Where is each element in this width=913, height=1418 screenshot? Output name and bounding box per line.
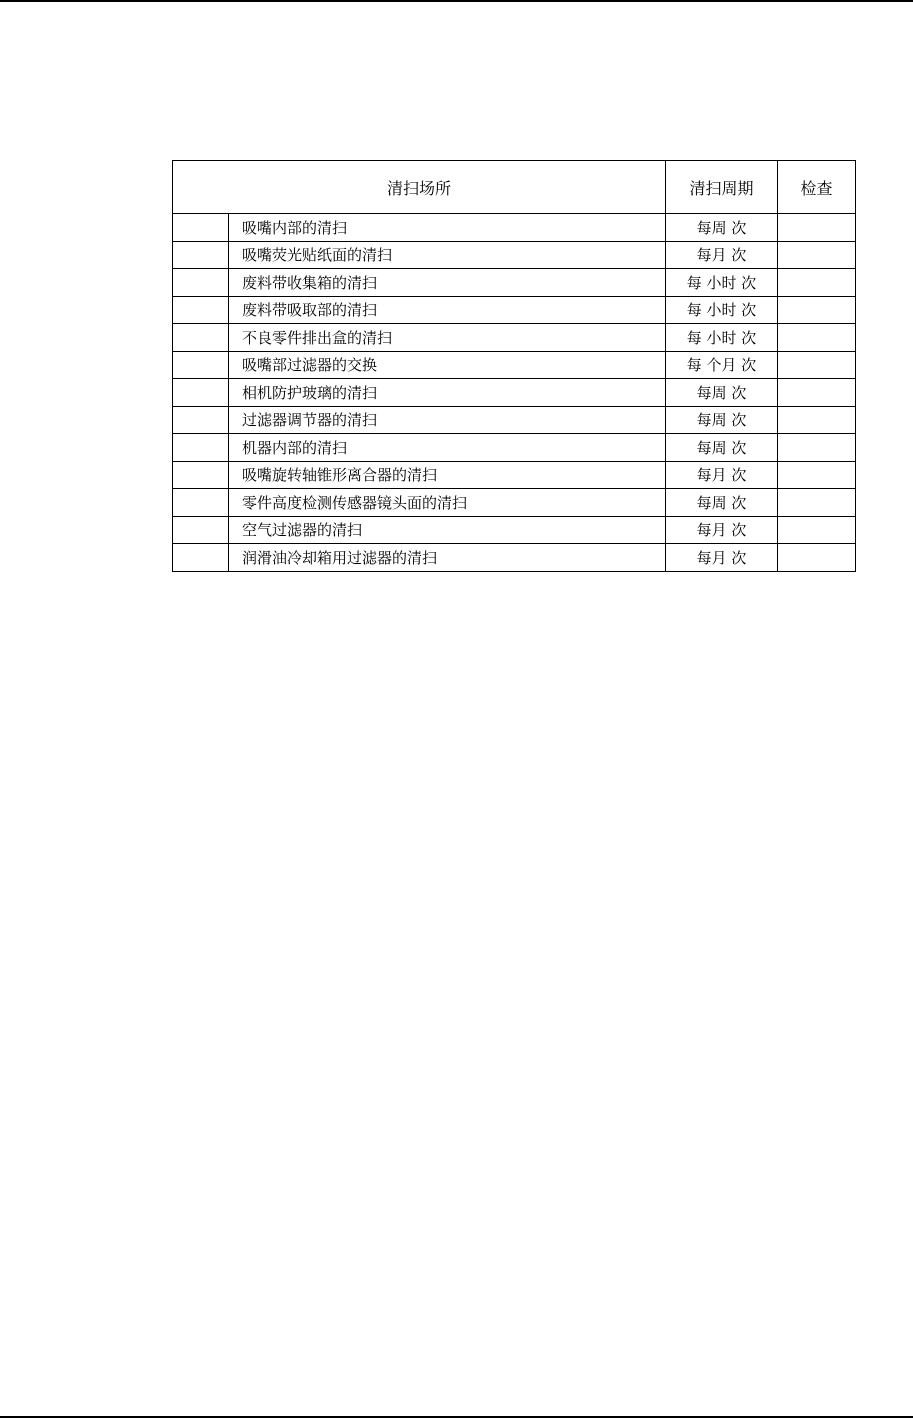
inspection-cell[interactable] — [778, 516, 856, 544]
row-checkbox-cell[interactable] — [173, 324, 229, 352]
cleaning-cycle-cell: 每周 次 — [666, 214, 778, 242]
inspection-cell[interactable] — [778, 241, 856, 269]
inspection-cell[interactable] — [778, 214, 856, 242]
cleaning-cycle-cell: 每 小时 次 — [666, 296, 778, 324]
row-checkbox-cell[interactable] — [173, 434, 229, 462]
cleaning-place-cell: 不良零件排出盒的清扫 — [229, 324, 666, 352]
cleaning-cycle-cell: 每周 次 — [666, 434, 778, 462]
cleaning-place-cell: 废料带吸取部的清扫 — [229, 296, 666, 324]
cleaning-place-cell: 润滑油冷却箱用过滤器的清扫 — [229, 544, 666, 572]
inspection-cell[interactable] — [778, 434, 856, 462]
table-row — [173, 379, 856, 407]
inspection-cell[interactable] — [778, 379, 856, 407]
table-row — [173, 214, 856, 242]
table-row — [173, 434, 856, 462]
cleaning-cycle-cell: 每 小时 次 — [666, 324, 778, 352]
cleaning-place-cell: 零件高度检测传感器镜头面的清扫 — [229, 489, 666, 517]
cleaning-schedule-table — [172, 160, 856, 572]
cleaning-place-cell: 废料带收集箱的清扫 — [229, 269, 666, 297]
row-checkbox-cell[interactable] — [173, 516, 229, 544]
cleaning-cycle-cell: 每周 次 — [666, 406, 778, 434]
row-checkbox-cell[interactable] — [173, 269, 229, 297]
table-row — [173, 351, 856, 379]
row-checkbox-cell[interactable] — [173, 406, 229, 434]
table-row — [173, 489, 856, 517]
row-checkbox-cell[interactable] — [173, 544, 229, 572]
table-header-row — [173, 161, 856, 214]
table-row — [173, 241, 856, 269]
page-top-rule — [0, 0, 913, 2]
cleaning-place-cell: 过滤器调节器的清扫 — [229, 406, 666, 434]
cleaning-cycle-cell: 每月 次 — [666, 544, 778, 572]
table-row — [173, 269, 856, 297]
inspection-cell[interactable] — [778, 269, 856, 297]
inspection-cell[interactable] — [778, 544, 856, 572]
cleaning-place-cell: 机器内部的清扫 — [229, 434, 666, 462]
cleaning-place-cell: 吸嘴部过滤器的交换 — [229, 351, 666, 379]
table-row — [173, 461, 856, 489]
row-checkbox-cell[interactable] — [173, 241, 229, 269]
cleaning-place-cell: 吸嘴旋转轴锥形离合器的清扫 — [229, 461, 666, 489]
table-row — [173, 406, 856, 434]
row-checkbox-cell[interactable] — [173, 296, 229, 324]
cleaning-cycle-cell: 每 小时 次 — [666, 269, 778, 297]
cleaning-cycle-cell: 每周 次 — [666, 379, 778, 407]
inspection-cell[interactable] — [778, 324, 856, 352]
cleaning-cycle-cell: 每月 次 — [666, 516, 778, 544]
row-checkbox-cell[interactable] — [173, 461, 229, 489]
cleaning-place-cell: 相机防护玻璃的清扫 — [229, 379, 666, 407]
cleaning-place-cell: 空气过滤器的清扫 — [229, 516, 666, 544]
cleaning-cycle-cell: 每周 次 — [666, 489, 778, 517]
cleaning-cycle-cell: 每 个月 次 — [666, 351, 778, 379]
header-cleaning-cycle: 清扫周期 — [666, 161, 778, 214]
inspection-cell[interactable] — [778, 489, 856, 517]
inspection-cell[interactable] — [778, 296, 856, 324]
table-row — [173, 296, 856, 324]
table-row — [173, 324, 856, 352]
table-row — [173, 544, 856, 572]
cleaning-cycle-cell: 每月 次 — [666, 241, 778, 269]
header-inspection: 检查 — [778, 161, 856, 214]
cleaning-cycle-cell: 每月 次 — [666, 461, 778, 489]
row-checkbox-cell[interactable] — [173, 379, 229, 407]
header-cleaning-place: 清扫场所 — [173, 161, 666, 214]
row-checkbox-cell[interactable] — [173, 489, 229, 517]
row-checkbox-cell[interactable] — [173, 351, 229, 379]
inspection-cell[interactable] — [778, 351, 856, 379]
cleaning-place-cell: 吸嘴荧光贴纸面的清扫 — [229, 241, 666, 269]
row-checkbox-cell[interactable] — [173, 214, 229, 242]
inspection-cell[interactable] — [778, 406, 856, 434]
inspection-cell[interactable] — [778, 461, 856, 489]
cleaning-place-cell: 吸嘴内部的清扫 — [229, 214, 666, 242]
table-row — [173, 516, 856, 544]
